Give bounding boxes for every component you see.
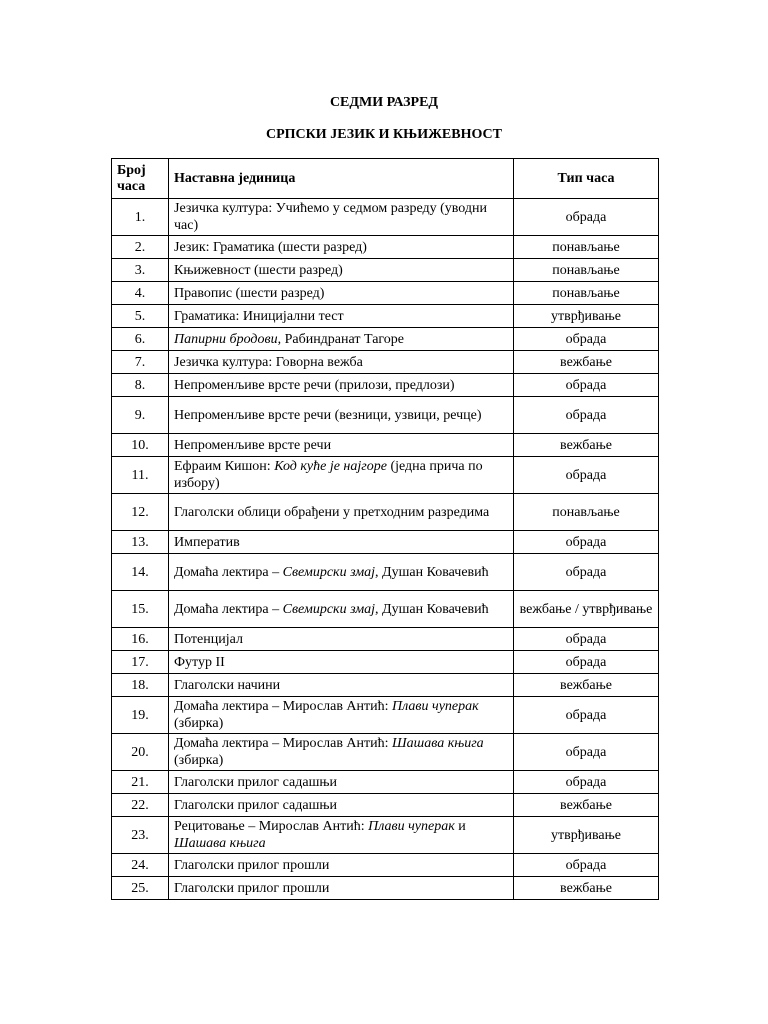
table-row: [112, 628, 659, 651]
unit-text: , Душан Ковачевић: [375, 601, 489, 617]
lesson-type: вежбање / утврђивање: [514, 591, 659, 628]
unit-text: Језик: Граматика (шести разред): [174, 239, 367, 255]
unit-text: , Рабиндранат Тагоре: [277, 331, 405, 347]
unit-text: (збирка): [174, 716, 224, 731]
teaching-unit: [169, 734, 514, 771]
lesson-plan-table: [111, 158, 659, 900]
table-row: [112, 305, 659, 328]
teaching-unit: [169, 351, 514, 374]
table-row: [112, 877, 659, 900]
teaching-unit: [169, 591, 514, 628]
lesson-number: 16.: [112, 628, 169, 651]
lesson-number: 25.: [112, 877, 169, 900]
lesson-type: понављање: [514, 282, 659, 305]
teaching-unit: [169, 877, 514, 900]
unit-text: Непроменљиве врсте речи: [174, 437, 332, 453]
work-title: Папирни бродови: [174, 331, 278, 347]
table-row: [112, 531, 659, 554]
header-lesson-type: Тип часа: [514, 159, 659, 199]
lesson-number: 12.: [112, 494, 169, 531]
unit-text: Књижевност (шести разред): [174, 262, 343, 278]
work-title: Плави чуперак: [368, 819, 455, 834]
lesson-number: 9.: [112, 397, 169, 434]
lesson-number: 19.: [112, 697, 169, 734]
lesson-type: обрада: [514, 734, 659, 771]
teaching-unit: [169, 794, 514, 817]
teaching-unit: [169, 236, 514, 259]
lesson-type: понављање: [514, 259, 659, 282]
lesson-type: вежбање: [514, 794, 659, 817]
lesson-type: вежбање: [514, 674, 659, 697]
work-title: Код куће је најгоре: [274, 459, 387, 474]
unit-text: Непроменљиве врсте речи (везници, узвици, речце): [174, 407, 482, 423]
lesson-type: обрада: [514, 854, 659, 877]
table-row: [112, 591, 659, 628]
lesson-type: обрада: [514, 554, 659, 591]
unit-text: Глаголски прилог прошли: [174, 880, 330, 896]
unit-text: Глаголски облици обрађени у претходним разредима: [174, 504, 490, 520]
teaching-unit: [169, 457, 514, 494]
teaching-unit: [169, 199, 514, 236]
table-row: [112, 282, 659, 305]
lesson-type: вежбање: [514, 434, 659, 457]
lesson-type: обрада: [514, 628, 659, 651]
lesson-number: 17.: [112, 651, 169, 674]
work-title: Шашава књига: [174, 836, 266, 851]
subject-title: СРПСКИ ЈЕЗИК И КЊИЖЕВНОСТ: [265, 127, 503, 142]
table-row: [112, 199, 659, 236]
lesson-number: 1.: [112, 199, 169, 236]
teaching-unit: [169, 554, 514, 591]
unit-text: Футур II: [174, 654, 225, 670]
teaching-unit: [169, 628, 514, 651]
teaching-unit: [169, 674, 514, 697]
lesson-number: 24.: [112, 854, 169, 877]
lesson-type: обрада: [514, 199, 659, 236]
unit-text: Језичка култура: Говорна вежба: [174, 354, 363, 370]
lesson-number: 15.: [112, 591, 169, 628]
table-row: [112, 697, 659, 734]
unit-text: Правопис (шести разред): [174, 285, 325, 301]
table-row: [112, 771, 659, 794]
lesson-type: обрада: [514, 697, 659, 734]
lesson-number: 10.: [112, 434, 169, 457]
work-title: Плави чуперак: [392, 699, 479, 714]
lesson-number: 3.: [112, 259, 169, 282]
lesson-number: 6.: [112, 328, 169, 351]
table-row: [112, 457, 659, 494]
table-row: [112, 374, 659, 397]
work-title: Свемирски змај: [282, 601, 376, 617]
teaching-unit: [169, 771, 514, 794]
lesson-number: 18.: [112, 674, 169, 697]
teaching-unit: [169, 494, 514, 531]
lesson-number: 13.: [112, 531, 169, 554]
table-row: [112, 434, 659, 457]
lesson-type: понављање: [514, 494, 659, 531]
lesson-type: обрада: [514, 531, 659, 554]
unit-text: Глаголски начини: [174, 677, 281, 693]
unit-text: Граматика: Иницијални тест: [174, 308, 344, 324]
teaching-unit: [169, 697, 514, 734]
unit-text: (збирка): [174, 753, 224, 768]
table-row: [112, 494, 659, 531]
table-row: [112, 328, 659, 351]
lesson-type: вежбање: [514, 877, 659, 900]
lesson-number: 21.: [112, 771, 169, 794]
lesson-number: 8.: [112, 374, 169, 397]
table-row: [112, 397, 659, 434]
work-title: Шашава књига: [392, 736, 484, 751]
teaching-unit: [169, 817, 514, 854]
lesson-number: 11.: [112, 457, 169, 494]
unit-text: Домаћа лектира – Мирослав Антић:: [174, 699, 393, 714]
teaching-unit: [169, 854, 514, 877]
table-header-row: [112, 159, 659, 199]
table-row: [112, 734, 659, 771]
table-row: [112, 236, 659, 259]
table-row: [112, 351, 659, 374]
unit-text: (једна прича по избору): [174, 459, 483, 491]
lesson-type: вежбање: [514, 351, 659, 374]
unit-text: Глаголски прилог садашњи: [174, 797, 337, 813]
unit-text: , Душан Ковачевић: [375, 564, 489, 580]
unit-text: Глаголски прилог садашњи: [174, 774, 337, 790]
teaching-unit: [169, 282, 514, 305]
lesson-type: понављање: [514, 236, 659, 259]
lesson-number: 2.: [112, 236, 169, 259]
unit-text: Потенцијал: [174, 631, 243, 647]
unit-text: Домаћа лектира –: [174, 601, 283, 617]
teaching-unit: [169, 397, 514, 434]
lesson-type: обрада: [514, 374, 659, 397]
grade-title: СЕДМИ РАЗРЕД: [329, 95, 439, 110]
teaching-unit: [169, 259, 514, 282]
table-row: [112, 854, 659, 877]
lesson-number: 23.: [112, 817, 169, 854]
unit-text: Рецитовање – Мирослав Антић:: [174, 819, 369, 834]
lesson-type: утврђивање: [514, 817, 659, 854]
unit-text: Домаћа лектира –: [174, 564, 283, 580]
lesson-type: утврђивање: [514, 305, 659, 328]
lesson-type: обрада: [514, 651, 659, 674]
header-teaching-unit: Наставна јединица: [169, 159, 514, 199]
teaching-unit: [169, 651, 514, 674]
unit-text: Непроменљиве врсте речи (прилози, предлози): [174, 377, 455, 393]
table-row: [112, 651, 659, 674]
lesson-number: 20.: [112, 734, 169, 771]
lesson-number: 4.: [112, 282, 169, 305]
lesson-type: обрада: [514, 771, 659, 794]
table-row: [112, 794, 659, 817]
lesson-number: 22.: [112, 794, 169, 817]
unit-text: Језичка култура: Учићемо у седмом разреду (уводни час): [174, 201, 487, 233]
unit-text: и: [454, 819, 466, 834]
lesson-type: обрада: [514, 457, 659, 494]
table-row: [112, 817, 659, 854]
unit-text: Ефраим Кишон:: [174, 459, 275, 474]
teaching-unit: [169, 531, 514, 554]
table-body: [112, 199, 659, 900]
work-title: Свемирски змај: [282, 564, 376, 580]
unit-text: Глаголски прилог прошли: [174, 857, 330, 873]
lesson-number: 14.: [112, 554, 169, 591]
teaching-unit: [169, 374, 514, 397]
unit-text: Домаћа лектира – Мирослав Антић:: [174, 736, 393, 751]
teaching-unit: [169, 305, 514, 328]
unit-text: Императив: [174, 534, 240, 550]
table-row: [112, 674, 659, 697]
table-row: [112, 554, 659, 591]
lesson-number: 5.: [112, 305, 169, 328]
lesson-number: 7.: [112, 351, 169, 374]
lesson-type: обрада: [514, 328, 659, 351]
teaching-unit: [169, 434, 514, 457]
table-row: [112, 259, 659, 282]
lesson-type: обрада: [514, 397, 659, 434]
header-lesson-number: Број часа: [112, 159, 169, 199]
teaching-unit: [169, 328, 514, 351]
